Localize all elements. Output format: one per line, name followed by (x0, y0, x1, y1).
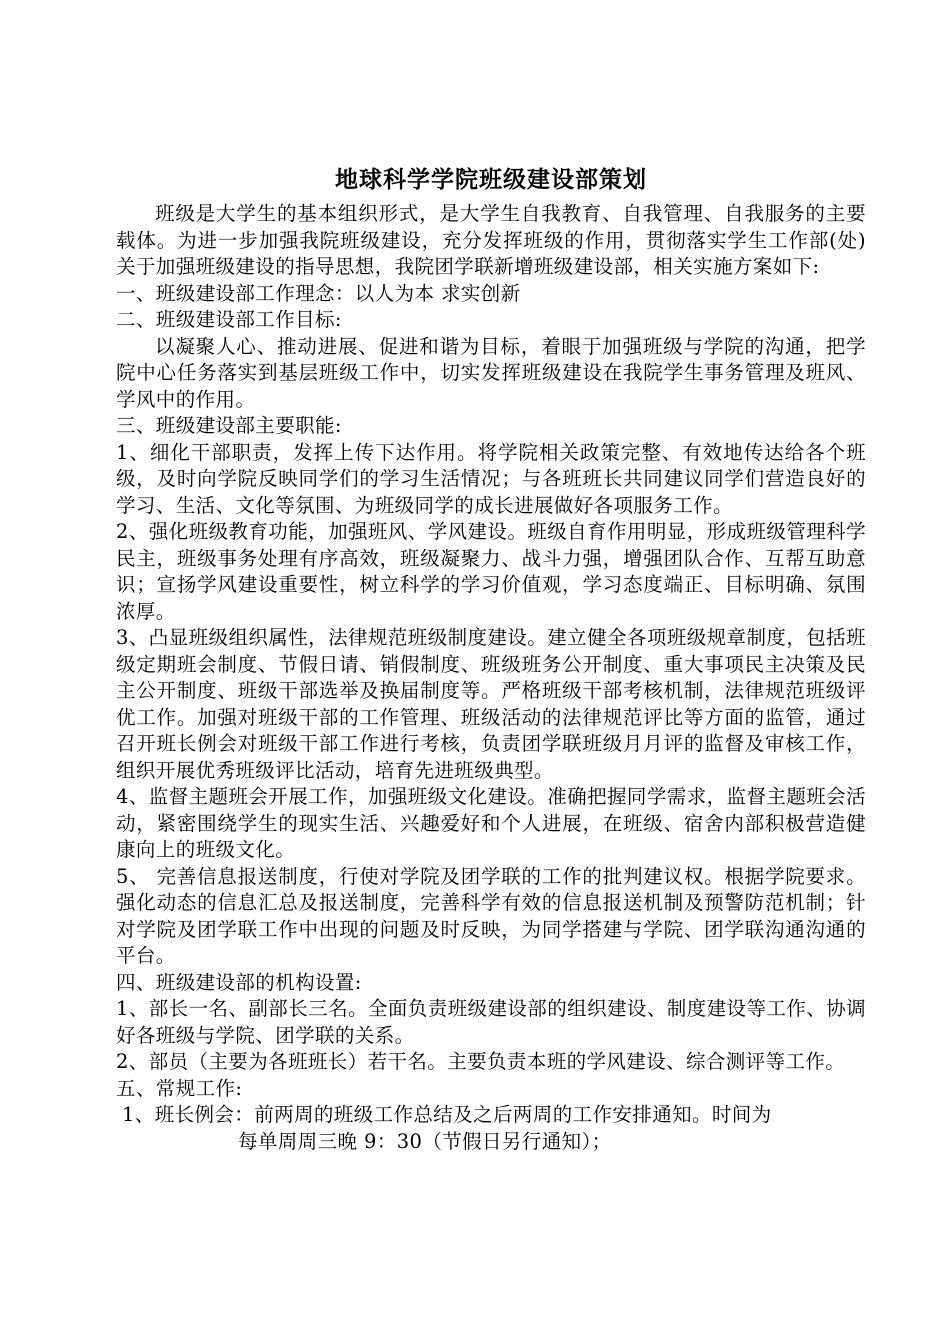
function-item-3: 3、凸显班级组织属性，法律规范班级制度建设。建立健全各项班级规章制度，包括班级定期班会制度、节假日请、销假制度、班级班务公开制度、重大事项民主决策及民主公开制度、班级干部选举及换届制度等。严格班级干部考核机制，法律规范班级评优工作。加强对班级干部的工作管理、班级活动的法律规范评比等方面的监管，通过召开班长例会对班级干部工作进行考核，负责团学联班级月月评的监督及审核工作，组织开展优秀班级评比活动，培育先进班级典型。 (116, 626, 866, 782)
org-item-2: 2、部员（主要为各班班长）若干名。主要负责本班的学风建设、综合测评等工作。 (116, 1050, 846, 1073)
function-item-2: 2、强化班级教育功能，加强班风、学风建设。班级自育作用明显，形成班级管理科学民主，班级事务处理有序高效，班级凝聚力、战斗力强，增强团队合作、互帮互助意识；宣扬学风建设重要性，树立科学的学习价值观，学习态度端正、目标明确、氛围浓厚。 (116, 520, 866, 623)
section-2-heading: 二、班级建设部工作目标: (116, 308, 342, 331)
section-3-heading: 三、班级建设部主要职能: (116, 414, 342, 437)
function-item-1: 1、细化干部职责，发挥上传下达作用。将学院相关政策完整、有效地传达给各个班级，及时向学院反映同学们的学习生活情况；与各班班长共同建议同学们营造良好的学习、生活、文化等氛围、为班级同学的成长进展做好各项服务工作。 (116, 440, 866, 517)
work-item-1-line-2: 每单周周三晚 9：30（节假日另行通知）； (238, 1129, 612, 1153)
section-1-heading: 一、班级建设部工作理念：以人为本 求实创新 (116, 281, 521, 305)
document-page (116, 163, 866, 1155)
intro-paragraph: 班级是大学生的基本组织形式，是大学生自我教育、自我管理、自我服务的主要载体。为进一步加强我院班级建设，充分发挥班级的作用，贯彻落实学生工作部(处)关于加强班级建设的指导思想，我院团学联新增班级建设部，相关实施方案如下: (116, 202, 866, 278)
function-item-4: 4、监督主题班会开展工作，加强班级文化建设。准确把握同学需求，监督主题班会活动，紧密围绕学生的现实生活、兴趣爱好和个人进展，在班级、宿舍内部积极营造健康向上的班级文化。 (116, 785, 866, 861)
org-item-1: 1、部长一名、副部长三名。全面负责班级建设部的组织建设、制度建设等工作、协调好各班级与学院、团学联的关系。 (116, 997, 866, 1047)
section-4-heading: 四、班级建设部的机构设置: (116, 970, 362, 994)
section-5-heading: 五、常规工作: (116, 1076, 243, 1100)
document-title: 地球科学学院班级建设部策划 (335, 166, 647, 193)
function-item-5: 5、 完善信息报送制度，行使对学院及团学联的工作的批判建议权。根据学院要求。强化动态的信息汇总及报送制度，完善科学有效的信息报送机制及预警防范机制；针对学院及团学联工作中出现的问题及时反映，为同学搭建与学院、团学联沟通沟通的平台。 (116, 864, 866, 967)
work-item-1-line-1: 1、班长例会：前两周的班级工作总结及之后两周的工作安排通知。时间为 (122, 1103, 772, 1126)
section-2-body: 以凝聚人心、推动进展、促进和谐为目标，着眼于加强班级与学院的沟通，把学院中心任务落实到基层班级工作中，切实发挥班级建设在我院学生事务管理及班风、学风中的作用。 (116, 334, 866, 411)
